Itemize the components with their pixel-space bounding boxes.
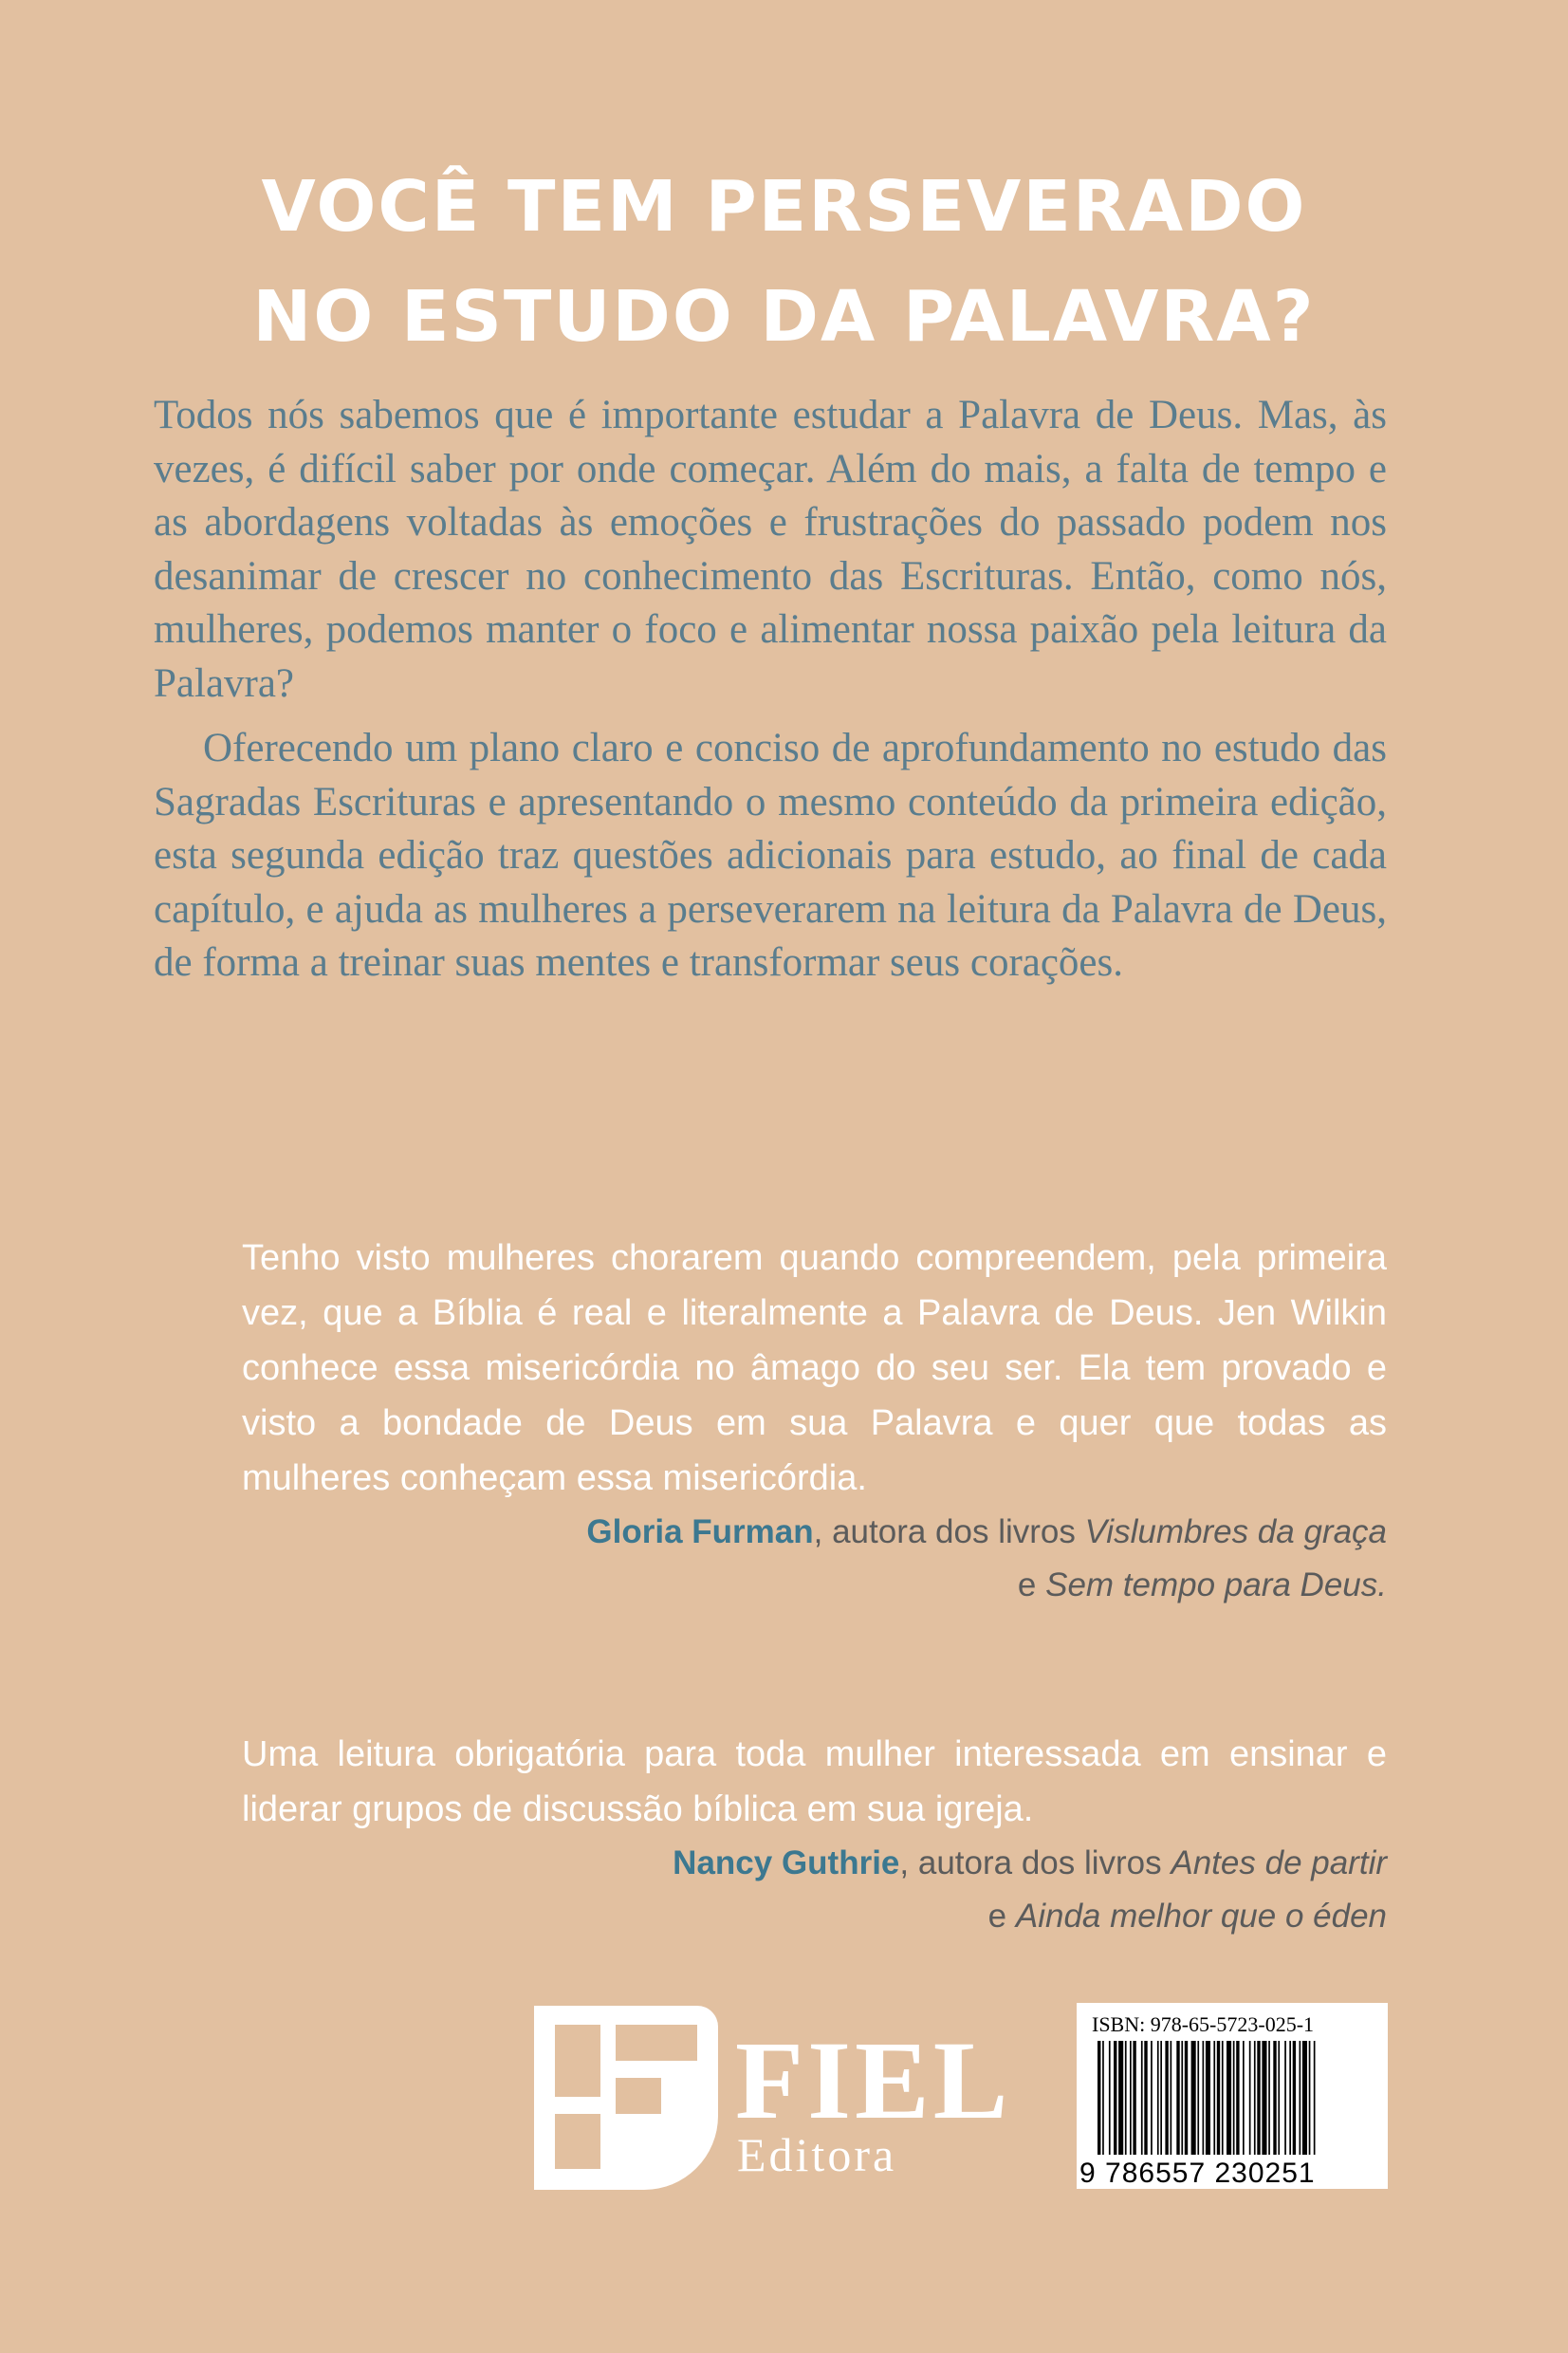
endorsement-text: Uma leitura obrigatória para toda mulher interessada em ensinar e liderar grupos de discussão bíblica em sua igreja.	[242, 1734, 1387, 1829]
barcode-bar	[1300, 2041, 1301, 2155]
barcode-bar	[1109, 2041, 1111, 2155]
book-title: Ainda melhor que o éden	[1015, 1898, 1387, 1935]
barcode-bar	[1114, 2041, 1116, 2155]
endorsement-quote-1	[242, 1231, 1387, 1612]
barcode-bar	[1278, 2041, 1280, 2155]
barcode-bar	[1302, 2041, 1307, 2155]
publisher-logo	[534, 2004, 1027, 2194]
barcode-bar	[1309, 2041, 1311, 2155]
headline-line-2: NO ESTUDO DA PALAVRA?	[252, 276, 1316, 358]
barcode-bar	[1203, 2041, 1205, 2155]
barcode-bar	[1151, 2041, 1153, 2155]
barcode-bar	[1141, 2041, 1143, 2155]
barcode-bar	[1236, 2041, 1239, 2155]
barcode-bar	[1191, 2041, 1196, 2155]
barcode-bar	[1144, 2041, 1147, 2155]
book-title: Vislumbres da graça	[1084, 1513, 1387, 1550]
barcode-bar	[1102, 2041, 1104, 2155]
headline	[0, 152, 1568, 372]
barcode-bar	[1227, 2041, 1231, 2155]
publisher-subtitle: Editora	[737, 2128, 897, 2181]
barcode-bar	[1284, 2041, 1286, 2155]
barcode-bar	[1160, 2041, 1162, 2155]
barcode-bar	[1206, 2041, 1210, 2155]
fiel-logo-icon	[534, 2006, 718, 2190]
barcode-bar	[1118, 2041, 1123, 2155]
barcode-bar	[1268, 2041, 1270, 2155]
endorsement-attribution	[242, 1837, 1387, 1943]
barcode-bar	[1249, 2041, 1251, 2155]
barcode-bar	[1293, 2041, 1296, 2155]
barcode-bar	[1254, 2041, 1256, 2155]
synopsis-paragraph-1: Todos nós sabemos que é importante estudar a Palavra de Deus. Mas, às vezes, é difícil saber por onde começar. Além do mais, a falta de tempo e as abordagens voltadas às emoções e frustrações do passado podem nos desanimar de crescer no conhecimento das Escrituras. Então, como nós, mulheres, podemos manter o foco e alimentar nossa paixão pela leitura da Palavra?	[154, 393, 1387, 706]
barcode-bar	[1176, 2041, 1179, 2155]
endorsement-attribution	[242, 1506, 1387, 1612]
synopsis	[154, 389, 1387, 991]
barcode-bar	[1314, 2041, 1316, 2155]
publisher-name: FIEL	[735, 2018, 1012, 2142]
attribution-connector: e	[1017, 1566, 1046, 1603]
barcode-bar	[1197, 2041, 1199, 2155]
barcode-bar	[1185, 2041, 1188, 2155]
endorsement-text: Tenho visto mulheres chorarem quando compreendem, pela primeira vez, que a Bíblia é real e literalmente a Palavra de Deus. Jen Wilkin conhece essa misericórdia no âmago do seu ser. Ela tem provado e visto a bondade de Deus em sua Palavra e quer que todas as mulheres conheçam essa misericórdia.	[242, 1238, 1387, 1498]
barcode-bar	[1217, 2041, 1220, 2155]
barcode-bar	[1125, 2041, 1127, 2155]
attribution-prefix: , autora dos livros	[813, 1513, 1085, 1550]
barcode-bar	[1257, 2041, 1260, 2155]
barcode-bar	[1222, 2041, 1224, 2155]
barcode-bar	[1098, 2041, 1100, 2155]
book-title: Sem tempo para Deus.	[1045, 1566, 1387, 1603]
barcode-bar	[1165, 2041, 1168, 2155]
barcode-bar	[1262, 2041, 1266, 2155]
book-title: Antes de partir	[1171, 1844, 1387, 1881]
endorsement-author: Gloria Furman	[586, 1513, 814, 1550]
barcode-bar	[1233, 2041, 1235, 2155]
attribution-connector: e	[987, 1898, 1016, 1935]
barcode-bar	[1213, 2041, 1215, 2155]
barcode-bar	[1171, 2041, 1172, 2155]
barcode-graphic	[1077, 2003, 1388, 2189]
barcode-bar	[1181, 2041, 1183, 2155]
attribution-prefix: , autora dos livros	[899, 1844, 1171, 1881]
barcode-bar	[1273, 2041, 1276, 2155]
barcode-bar	[1157, 2041, 1159, 2155]
barcode	[1077, 2003, 1388, 2189]
barcode-bar	[1130, 2041, 1132, 2155]
barcode-bar	[1289, 2041, 1291, 2155]
endorsement-quote-2	[242, 1727, 1387, 1943]
synopsis-paragraph-2: Oferecendo um plano claro e conciso de aprofundamento no estudo das Sagradas Escrituras e apresentando o mesmo conteúdo da primeira edição, esta segunda edição traz questões adicionais para estudo, ao final de cada capítulo, e ajuda as mulheres a perseverarem na leitura da Palavra de Deus, de forma a treinar suas mentes e transformar seus corações.	[154, 726, 1387, 985]
barcode-bar	[1133, 2041, 1135, 2155]
barcode-bars	[1098, 2041, 1316, 2155]
barcode-bar	[1243, 2041, 1245, 2155]
headline-line-1: VOCÊ TEM PERSEVERADO	[261, 166, 1307, 248]
isbn-label: ISBN: 978-65-5723-025-1	[1092, 2012, 1315, 2036]
barcode-digits: 9 786557 230251	[1079, 2158, 1316, 2189]
endorsement-author: Nancy Guthrie	[673, 1844, 900, 1881]
